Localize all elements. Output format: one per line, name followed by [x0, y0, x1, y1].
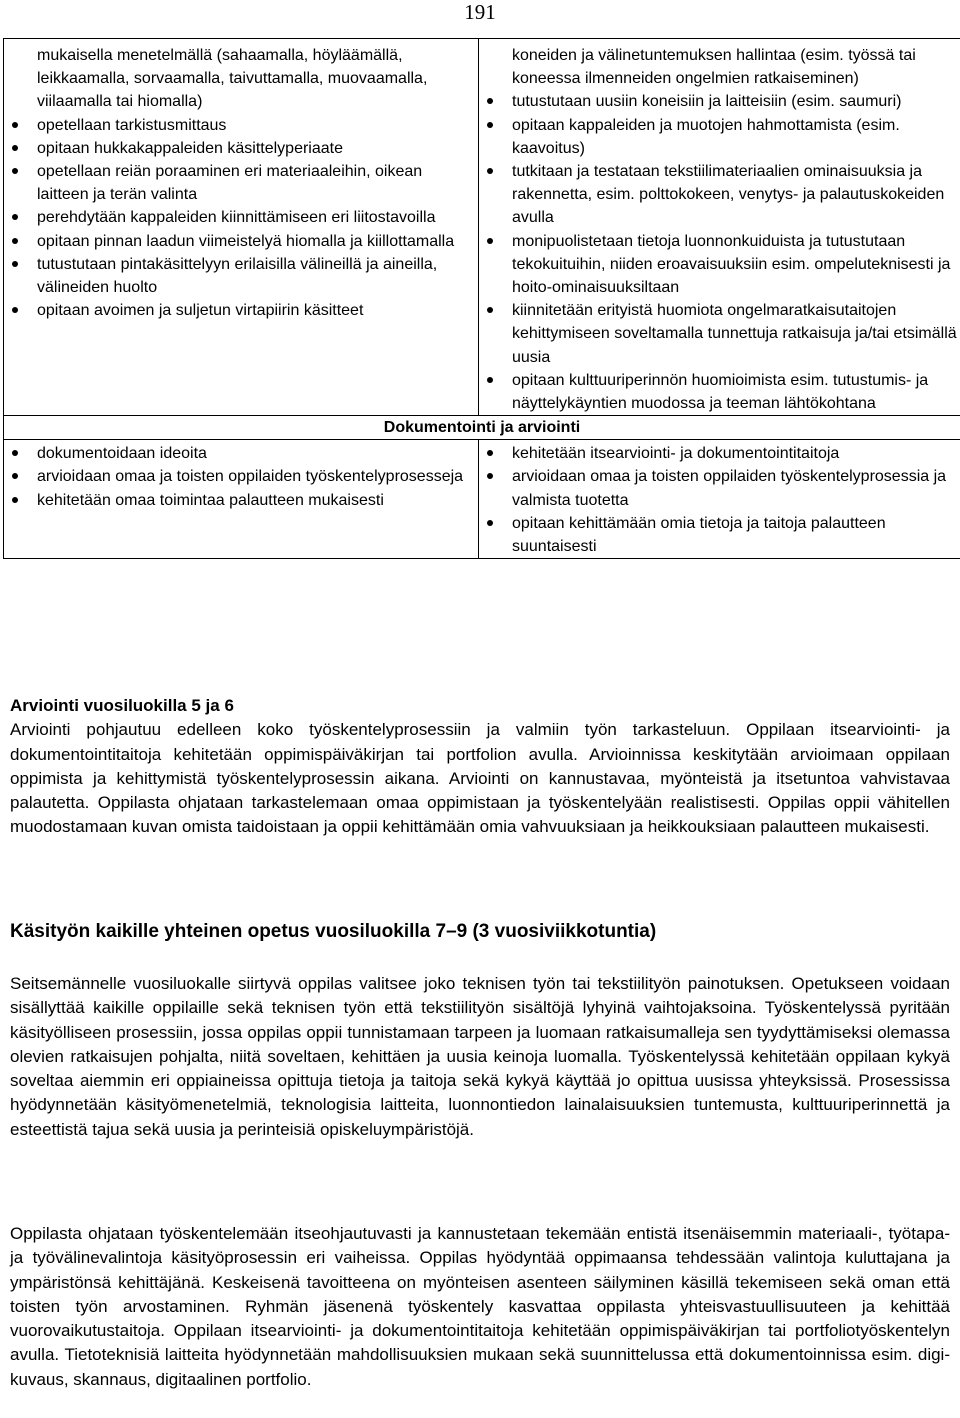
list-item: tutkitaan ja testataan tekstiilimateriaalien ominaisuuksia ja rakennetta, esim. polttokokeen, venytys- ja palautuskokeiden avulla: [479, 160, 960, 230]
list-item: arvioidaan omaa ja toisten oppilaiden työskentelyprosessia ja valmista tuotetta: [479, 465, 960, 511]
curriculum-table: [3, 38, 960, 559]
list-item: kehitetään omaa toimintaa palautteen mukaisesti: [4, 489, 478, 512]
table-row-heading: [4, 416, 960, 440]
documentation-right-cell: [479, 440, 960, 559]
list-item: opitaan kehittämään omia tietoja ja taitoja palautteen suuntaisesti: [479, 512, 960, 558]
list-item: opitaan hukkakappaleiden käsittelyperiaate: [4, 137, 478, 160]
list-item: arvioidaan omaa ja toisten oppilaiden työskentelyprosesseja: [4, 465, 478, 488]
list-item: opitaan kulttuuriperinnön huomioimista esim. tutustumis- ja näyttelykäyntien muodossa ja teeman lähtökohtana: [479, 369, 960, 415]
table-row-documentation: [4, 440, 960, 559]
list-item: tutustutaan pintakäsittelyyn erilaisilla välineillä ja aineilla, välineiden huolto: [4, 253, 478, 299]
list-item: mukaisella menetelmällä (sahaamalla, höyläämällä, leikkaamalla, sorvaamalla, taivuttamalla, muovaamalla, viilaamalla tai hiomalla): [37, 47, 428, 111]
content-left-cell: [4, 39, 479, 416]
common-teaching-heading: Käsityön kaikille yhteinen opetus vuosiluokilla 7–9 (3 vuosiviikkotuntia): [10, 921, 657, 942]
section-heading: Dokumentointi ja arviointi: [4, 416, 960, 440]
common-teaching-section: [10, 920, 950, 944]
list-item: tutustutaan uusiin koneisiin ja laitteisiin (esim. saumuri): [479, 90, 960, 113]
content-right-list: [479, 41, 960, 415]
content-right-cell: [479, 39, 960, 416]
list-item: perehdytään kappaleiden kiinnittämiseen eri liitostavoilla: [4, 206, 478, 229]
list-item: kehitetään itsearviointi- ja dokumentointitaitoja: [479, 442, 960, 465]
list-item: opitaan pinnan laadun viimeistelyä hiomalla ja kiillottamalla: [4, 230, 478, 253]
common-paragraph-2: Oppilasta ohjataan työskentelemään itseohjautuvasti ja kannustetaan tekemään entistä itsenäisemmin materiaali-, työtapa- ja työvälinevalintoja käsityöprosessin eri vaiheissa. Oppilas hyödyntää oppimaansa tehdessään valintoja kuluttajana ja ympäristönsä kehittäjänä. Keskeisenä tavoitteena on myönteisen asenteen säilyminen käsillä tekemiseen sekä oman että toisten työn arvostaminen. Ryhmän jäsenenä työskentely kasvattaa oppilasta yhteisvastuullisuuteen ja kehittää vuorovaikutustaitoja. Oppilaan itsearviointi- ja dokumentointitaitoja kehitetään oppimispäiväkirjan tai portfoliotyöskentelyn avulla. Tietoteknisiä laitteita hyödynnetään mahdollisuuksien mukaan sekä suunnittelussa että dokumentoinnissa esim. digi-kuvaus, skannaus, digitaalinen portfolio.: [10, 1224, 950, 1389]
list-item: opitaan avoimen ja suljetun virtapiirin käsitteet: [4, 299, 478, 322]
content-left-list: [4, 41, 478, 322]
list-item: opetellaan tarkistusmittaus: [4, 114, 478, 137]
table-row-content: [4, 39, 960, 416]
assessment-section: [10, 694, 950, 840]
assessment-paragraph: Arviointi pohjautuu edelleen koko työskentelyprosessiin ja valmiin työn tarkasteluun. Oppilaan itsearviointi- ja dokumentointitaitoja kehitetään oppimispäiväkirjan tai portfolion avulla. Arvioinnissa keskitytään arvioimaan oppilaan oppimista ja kehittymistä työskentelyprosessin aikana. Arviointi on kannustavaa, myönteistä ja itsetuntoa vahvistavaa palautetta. Oppilasta ohjataan tarkastelemaan omaa oppimistaan ja työskentelyään realistisesti. Oppilas oppii vähitellen muodostamaan kuvan omista taidoistaan ja oppii kehittämään omia vahvuuksiaan ja heikkouksiaan palautteen mukaisesti.: [10, 720, 950, 837]
assessment-heading: Arviointi vuosiluokilla 5 ja 6: [10, 696, 234, 715]
page-number: 191: [464, 0, 496, 24]
list-item: opitaan kappaleiden ja muotojen hahmottamista (esim. kaavoitus): [479, 114, 960, 160]
common-teaching-body-2: [10, 1222, 950, 1392]
documentation-right-list: [479, 442, 960, 558]
list-item: koneiden ja välinetuntemuksen hallintaa (esim. työssä tai koneessa ilmenneiden ongelmien ratkaiseminen): [512, 47, 916, 88]
documentation-left-cell: [4, 440, 479, 559]
documentation-left-list: [4, 442, 478, 512]
list-item: kiinnitetään erityistä huomiota ongelmaratkaisutaitojen kehittymiseen soveltamalla tunnettuja ratkaisuja ja/tai etsimällä uusia: [479, 299, 960, 369]
list-item: opetellaan reiän poraaminen eri materiaaleihin, oikean laitteen ja terän valinta: [4, 160, 478, 206]
common-paragraph-1: Seitsemännelle vuosiluokalle siirtyvä oppilas valitsee joko teknisen työn tai tekstiilityön painotuksen. Opetukseen voidaan sisällyttää kaikille oppilaille sekä teknisen työn että tekstiilityön sisältöjä lyhyinä vaihtojaksoina. Työskentelyssä pyritään käsityölliseen prosessiin, jossa oppilas oppii tunnistamaan tarpeen ja luomaan ratkaisumalleja sen tyydyttämiseksi olemassa olevien ratkaisujen pohjalta, niitä soveltaen, kehittäen ja uusia keinoja luomalla. Työskentelyssä kehitetään oppilaan kykyä soveltaa aiemmin eri oppiaineissa opittuja tietoja ja taitoja sekä kykyä käyttää jo opittua uusissa yhteyksissä. Prosessissa hyödynnetään käsityömenetelmiä, teknologisia laitteita, luonnontiedon lainalaisuuksien tuntemusta, kulttuuriperinnettä ja esteettistä tajua sekä uusia ja perinteisiä opiskeluympäristöjä.: [10, 974, 950, 1139]
list-item: monipuolistetaan tietoja luonnonkuiduista ja tutustutaan tekokuituihin, niiden eroavaisuuksiin esim. ompeluteknisesti ja hoito-ominaisuuksiltaan: [479, 230, 960, 300]
list-item: dokumentoidaan ideoita: [4, 442, 478, 465]
common-teaching-body: [10, 972, 950, 1142]
